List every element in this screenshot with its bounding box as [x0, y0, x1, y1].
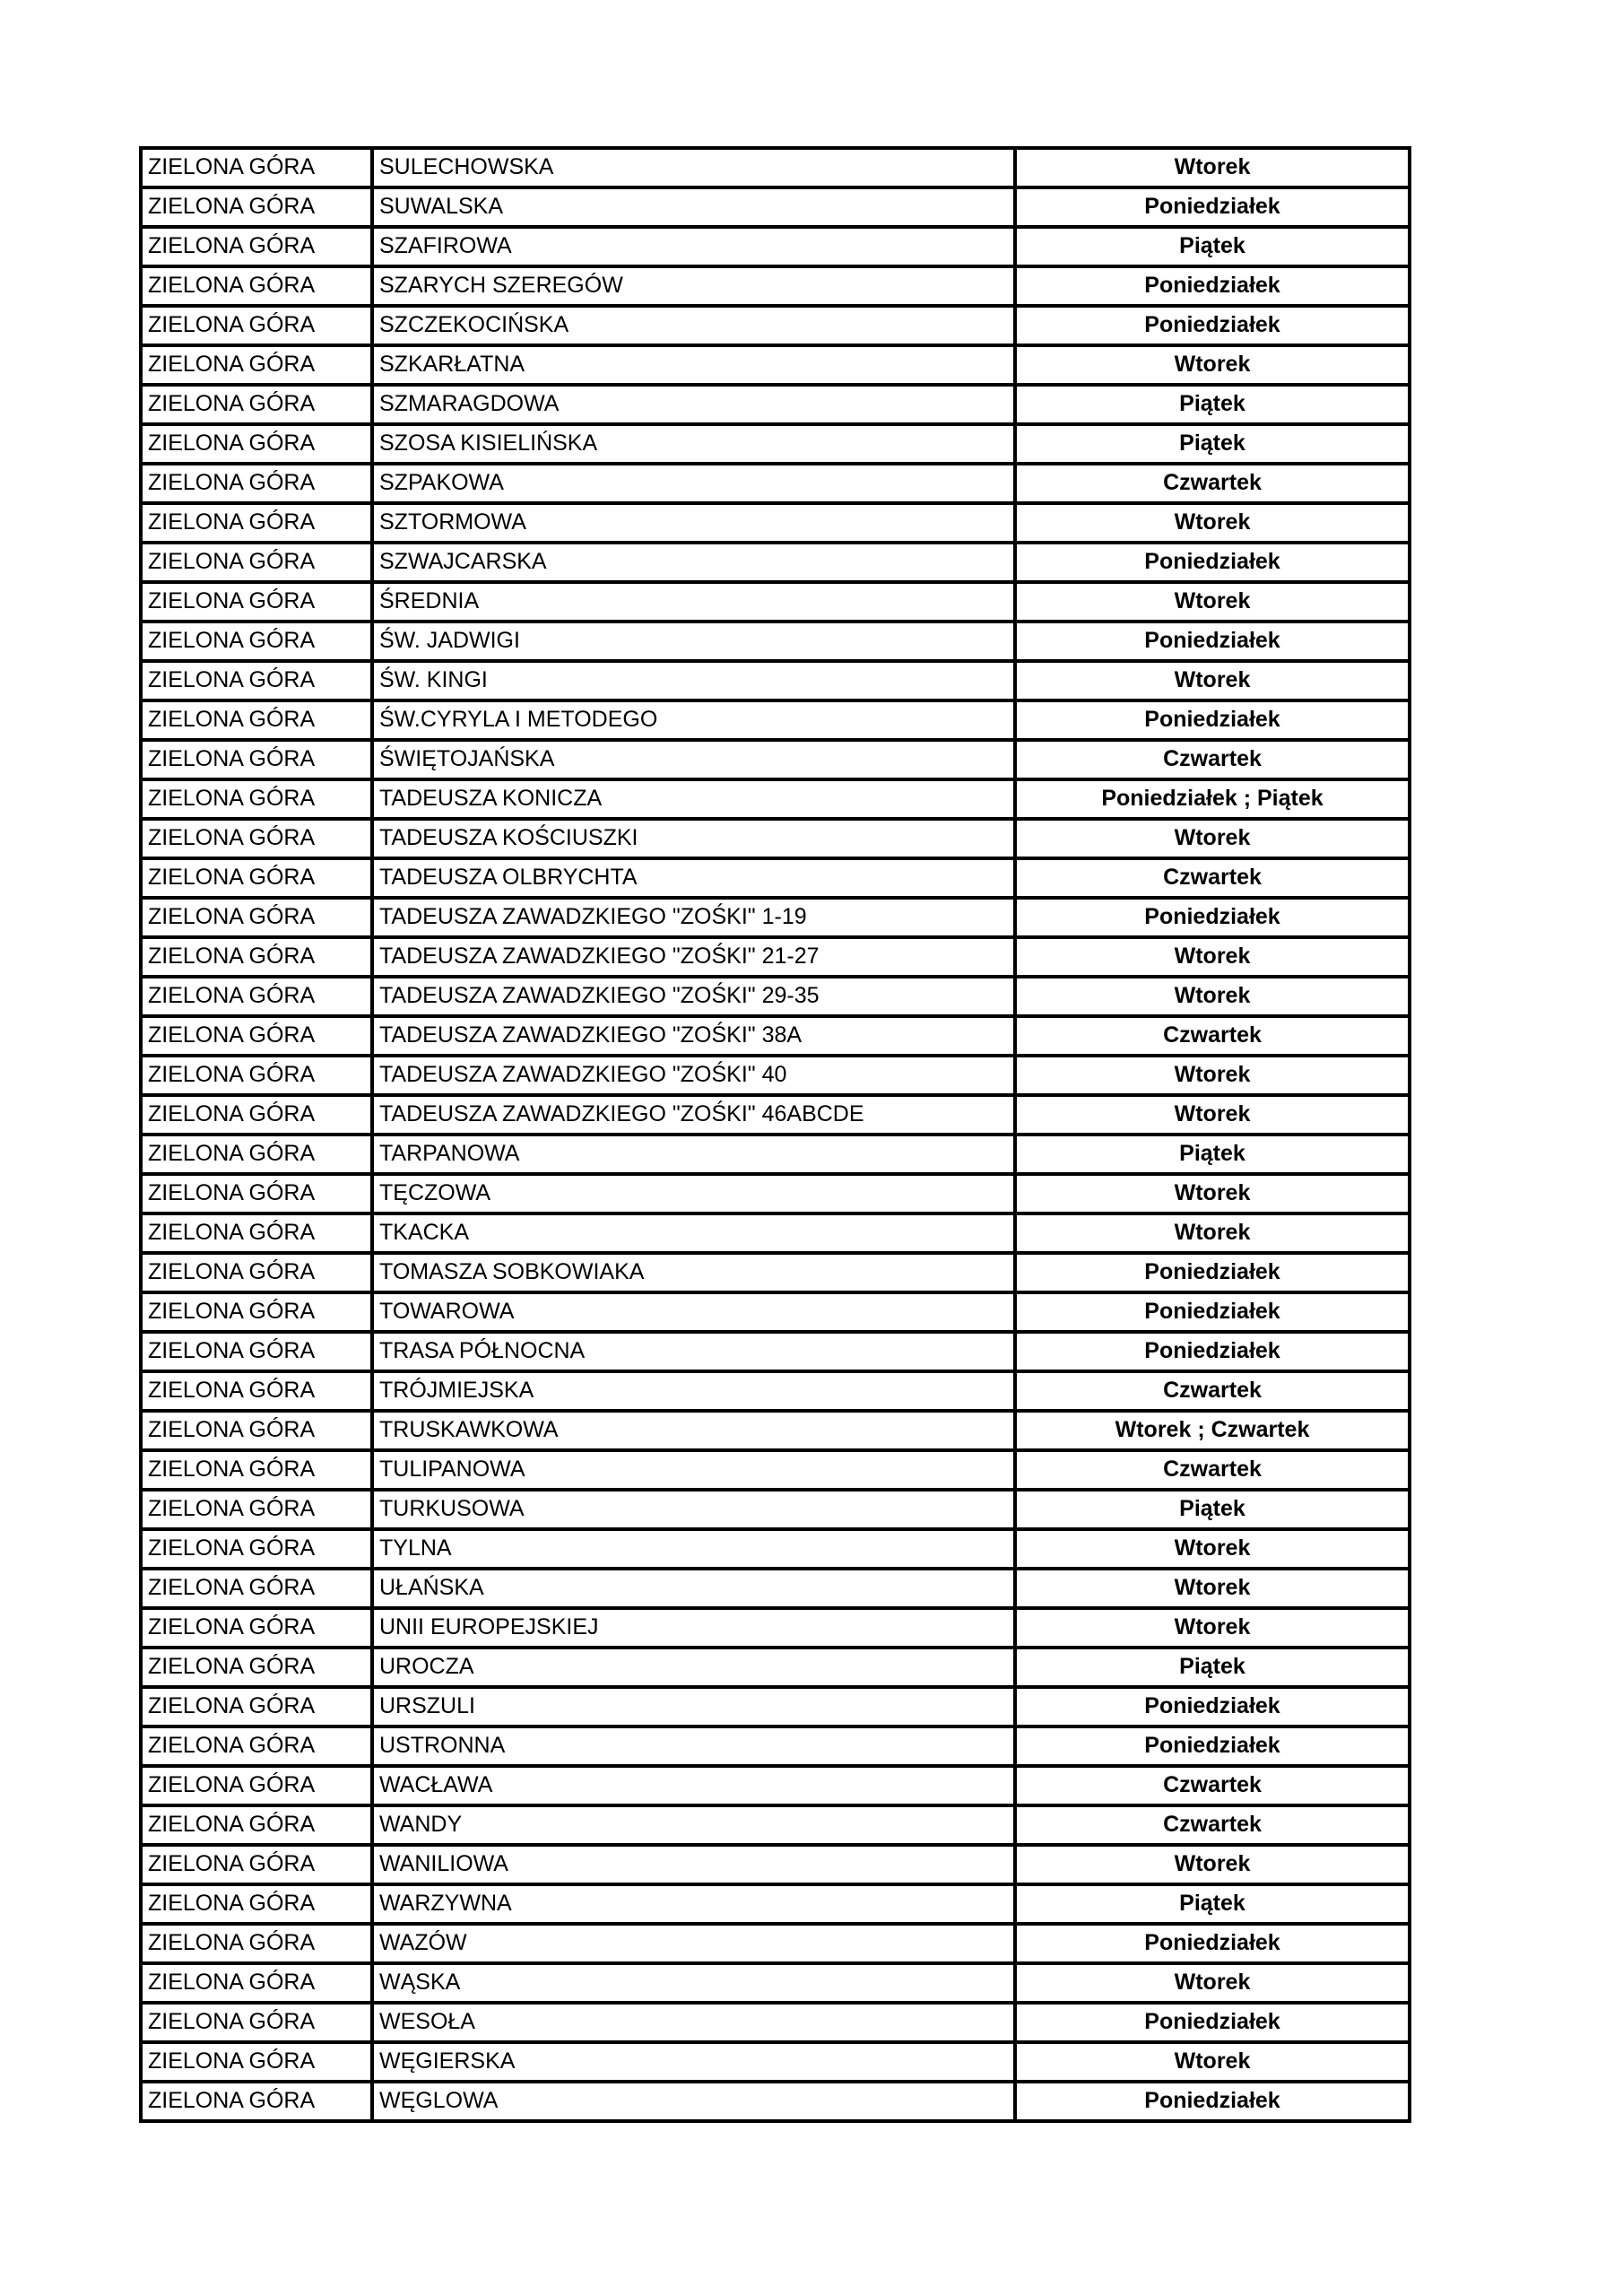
city-cell: ZIELONA GÓRA — [141, 1135, 372, 1174]
city-cell: ZIELONA GÓRA — [141, 2082, 372, 2121]
table-row — [141, 937, 1410, 977]
table-row — [141, 582, 1410, 622]
street-cell: URSZULI — [372, 1687, 1015, 1726]
street-cell: TRUSKAWKOWA — [372, 1411, 1015, 1450]
street-cell: WĘGIERSKA — [372, 2042, 1015, 2082]
day-cell: Poniedziałek — [1015, 1924, 1410, 1963]
table-row — [141, 1687, 1410, 1726]
city-cell: ZIELONA GÓRA — [141, 306, 372, 345]
city-cell: ZIELONA GÓRA — [141, 858, 372, 898]
table-row — [141, 345, 1410, 385]
day-cell: Wtorek — [1015, 2042, 1410, 2082]
street-cell: UNII EUROPEJSKIEJ — [372, 1608, 1015, 1648]
street-cell: TURKUSOWA — [372, 1490, 1015, 1529]
city-cell: ZIELONA GÓRA — [141, 1687, 372, 1726]
day-cell: Czwartek — [1015, 1766, 1410, 1805]
city-cell: ZIELONA GÓRA — [141, 1648, 372, 1687]
city-cell: ZIELONA GÓRA — [141, 503, 372, 543]
city-cell: ZIELONA GÓRA — [141, 1056, 372, 1095]
city-cell: ZIELONA GÓRA — [141, 385, 372, 424]
street-cell: UŁAŃSKA — [372, 1569, 1015, 1608]
day-cell: Piątek — [1015, 424, 1410, 464]
city-cell: ZIELONA GÓRA — [141, 977, 372, 1016]
day-cell: Czwartek — [1015, 740, 1410, 779]
street-cell: SZAFIROWA — [372, 227, 1015, 266]
table-row — [141, 1529, 1410, 1569]
table-row — [141, 543, 1410, 582]
schedule-table-body — [141, 148, 1410, 2121]
city-cell: ZIELONA GÓRA — [141, 1726, 372, 1766]
city-cell: ZIELONA GÓRA — [141, 1490, 372, 1529]
city-cell: ZIELONA GÓRA — [141, 937, 372, 977]
day-cell: Wtorek — [1015, 1056, 1410, 1095]
day-cell: Poniedziałek — [1015, 266, 1410, 306]
table-row — [141, 1726, 1410, 1766]
table-row — [141, 227, 1410, 266]
day-cell: Wtorek — [1015, 1174, 1410, 1213]
table-row — [141, 1450, 1410, 1490]
city-cell: ZIELONA GÓRA — [141, 148, 372, 187]
city-cell: ZIELONA GÓRA — [141, 819, 372, 858]
street-cell: SZWAJCARSKA — [372, 543, 1015, 582]
city-cell: ZIELONA GÓRA — [141, 779, 372, 819]
street-cell: TKACKA — [372, 1213, 1015, 1253]
table-row — [141, 1963, 1410, 2003]
city-cell: ZIELONA GÓRA — [141, 1963, 372, 2003]
table-row — [141, 977, 1410, 1016]
day-cell: Poniedziałek ; Piątek — [1015, 779, 1410, 819]
city-cell: ZIELONA GÓRA — [141, 1805, 372, 1845]
table-row — [141, 740, 1410, 779]
table-row — [141, 1884, 1410, 1924]
street-cell: TRÓJMIEJSKA — [372, 1371, 1015, 1411]
day-cell: Czwartek — [1015, 1805, 1410, 1845]
day-cell: Wtorek — [1015, 819, 1410, 858]
city-cell: ZIELONA GÓRA — [141, 187, 372, 227]
city-cell: ZIELONA GÓRA — [141, 1332, 372, 1371]
street-cell: SZMARAGDOWA — [372, 385, 1015, 424]
city-cell: ZIELONA GÓRA — [141, 464, 372, 503]
street-cell: TRASA PÓŁNOCNA — [372, 1332, 1015, 1371]
day-cell: Wtorek — [1015, 937, 1410, 977]
street-cell: TADEUSZA ZAWADZKIEGO "ZOŚKI" 1-19 — [372, 898, 1015, 937]
city-cell: ZIELONA GÓRA — [141, 1884, 372, 1924]
city-cell: ZIELONA GÓRA — [141, 740, 372, 779]
street-cell: SZPAKOWA — [372, 464, 1015, 503]
street-cell: TADEUSZA KONICZA — [372, 779, 1015, 819]
street-cell: WARZYWNA — [372, 1884, 1015, 1924]
day-cell: Piątek — [1015, 1648, 1410, 1687]
street-cell: WACŁAWA — [372, 1766, 1015, 1805]
street-cell: TADEUSZA ZAWADZKIEGO "ZOŚKI" 46ABCDE — [372, 1095, 1015, 1135]
day-cell: Piątek — [1015, 1135, 1410, 1174]
city-cell: ZIELONA GÓRA — [141, 898, 372, 937]
street-cell: ŚW. JADWIGI — [372, 622, 1015, 661]
table-row — [141, 1292, 1410, 1332]
city-cell: ZIELONA GÓRA — [141, 266, 372, 306]
street-cell: TADEUSZA KOŚCIUSZKI — [372, 819, 1015, 858]
street-cell: TOMASZA SOBKOWIAKA — [372, 1253, 1015, 1292]
day-cell: Poniedziałek — [1015, 1292, 1410, 1332]
street-cell: TADEUSZA ZAWADZKIEGO "ZOŚKI" 40 — [372, 1056, 1015, 1095]
street-cell: ŚW.CYRYLA I METODEGO — [372, 700, 1015, 740]
city-cell: ZIELONA GÓRA — [141, 2042, 372, 2082]
table-row — [141, 661, 1410, 700]
day-cell: Poniedziałek — [1015, 898, 1410, 937]
day-cell: Piątek — [1015, 385, 1410, 424]
city-cell: ZIELONA GÓRA — [141, 1016, 372, 1056]
table-row — [141, 1056, 1410, 1095]
street-cell: WANDY — [372, 1805, 1015, 1845]
table-row — [141, 1648, 1410, 1687]
table-row — [141, 385, 1410, 424]
city-cell: ZIELONA GÓRA — [141, 582, 372, 622]
street-cell: TADEUSZA OLBRYCHTA — [372, 858, 1015, 898]
street-cell: TADEUSZA ZAWADZKIEGO "ZOŚKI" 38A — [372, 1016, 1015, 1056]
city-cell: ZIELONA GÓRA — [141, 1924, 372, 1963]
table-row — [141, 424, 1410, 464]
table-row — [141, 2042, 1410, 2082]
day-cell: Wtorek — [1015, 345, 1410, 385]
table-row — [141, 266, 1410, 306]
day-cell: Czwartek — [1015, 858, 1410, 898]
table-row — [141, 1213, 1410, 1253]
street-cell: TYLNA — [372, 1529, 1015, 1569]
city-cell: ZIELONA GÓRA — [141, 1174, 372, 1213]
day-cell: Czwartek — [1015, 1016, 1410, 1056]
city-cell: ZIELONA GÓRA — [141, 227, 372, 266]
city-cell: ZIELONA GÓRA — [141, 1608, 372, 1648]
table-row — [141, 1766, 1410, 1805]
day-cell: Wtorek — [1015, 661, 1410, 700]
day-cell: Wtorek — [1015, 1095, 1410, 1135]
day-cell: Poniedziałek — [1015, 700, 1410, 740]
city-cell: ZIELONA GÓRA — [141, 1213, 372, 1253]
day-cell: Wtorek ; Czwartek — [1015, 1411, 1410, 1450]
day-cell: Piątek — [1015, 1490, 1410, 1529]
table-row — [141, 1490, 1410, 1529]
city-cell: ZIELONA GÓRA — [141, 543, 372, 582]
day-cell: Poniedziałek — [1015, 306, 1410, 345]
city-cell: ZIELONA GÓRA — [141, 661, 372, 700]
city-cell: ZIELONA GÓRA — [141, 700, 372, 740]
city-cell: ZIELONA GÓRA — [141, 1569, 372, 1608]
city-cell: ZIELONA GÓRA — [141, 1292, 372, 1332]
city-cell: ZIELONA GÓRA — [141, 1845, 372, 1884]
street-cell: WANILIOWA — [372, 1845, 1015, 1884]
city-cell: ZIELONA GÓRA — [141, 1253, 372, 1292]
table-row — [141, 1411, 1410, 1450]
day-cell: Wtorek — [1015, 1963, 1410, 2003]
table-row — [141, 1016, 1410, 1056]
street-cell: ŚWIĘTOJAŃSKA — [372, 740, 1015, 779]
street-cell: WESOŁA — [372, 2003, 1015, 2042]
table-row — [141, 779, 1410, 819]
table-row — [141, 898, 1410, 937]
table-row — [141, 622, 1410, 661]
day-cell: Poniedziałek — [1015, 1253, 1410, 1292]
street-cell: WĘGLOWA — [372, 2082, 1015, 2121]
day-cell: Poniedziałek — [1015, 2003, 1410, 2042]
table-row — [141, 1174, 1410, 1213]
table-row — [141, 2082, 1410, 2121]
street-cell: SZCZEKOCIŃSKA — [372, 306, 1015, 345]
day-cell: Wtorek — [1015, 582, 1410, 622]
street-cell: SULECHOWSKA — [372, 148, 1015, 187]
city-cell: ZIELONA GÓRA — [141, 1371, 372, 1411]
table-row — [141, 187, 1410, 227]
street-cell: SZARYCH SZEREGÓW — [372, 266, 1015, 306]
day-cell: Piątek — [1015, 227, 1410, 266]
day-cell: Poniedziałek — [1015, 2082, 1410, 2121]
table-row — [141, 503, 1410, 543]
day-cell: Wtorek — [1015, 148, 1410, 187]
street-cell: TARPANOWA — [372, 1135, 1015, 1174]
table-row — [141, 1095, 1410, 1135]
table-row — [141, 1924, 1410, 1963]
street-cell: WĄSKA — [372, 1963, 1015, 2003]
table-row — [141, 2003, 1410, 2042]
table-row — [141, 1135, 1410, 1174]
table-row — [141, 1253, 1410, 1292]
street-cell: SUWALSKA — [372, 187, 1015, 227]
table-row — [141, 148, 1410, 187]
street-cell: ŚW. KINGI — [372, 661, 1015, 700]
table-row — [141, 1608, 1410, 1648]
table-row — [141, 1805, 1410, 1845]
table-row — [141, 1569, 1410, 1608]
day-cell: Poniedziałek — [1015, 187, 1410, 227]
day-cell: Czwartek — [1015, 1450, 1410, 1490]
street-cell: UROCZA — [372, 1648, 1015, 1687]
city-cell: ZIELONA GÓRA — [141, 1450, 372, 1490]
day-cell: Wtorek — [1015, 1213, 1410, 1253]
table-row — [141, 1845, 1410, 1884]
city-cell: ZIELONA GÓRA — [141, 1095, 372, 1135]
street-cell: TADEUSZA ZAWADZKIEGO "ZOŚKI" 29-35 — [372, 977, 1015, 1016]
table-row — [141, 1371, 1410, 1411]
table-row — [141, 1332, 1410, 1371]
day-cell: Poniedziałek — [1015, 1332, 1410, 1371]
city-cell: ZIELONA GÓRA — [141, 622, 372, 661]
street-cell: SZKARŁATNA — [372, 345, 1015, 385]
day-cell: Poniedziałek — [1015, 1687, 1410, 1726]
day-cell: Wtorek — [1015, 1569, 1410, 1608]
day-cell: Wtorek — [1015, 1529, 1410, 1569]
day-cell: Poniedziałek — [1015, 543, 1410, 582]
street-cell: WAZÓW — [372, 1924, 1015, 1963]
street-cell: TOWAROWA — [372, 1292, 1015, 1332]
city-cell: ZIELONA GÓRA — [141, 2003, 372, 2042]
city-cell: ZIELONA GÓRA — [141, 1411, 372, 1450]
table-row — [141, 700, 1410, 740]
city-cell: ZIELONA GÓRA — [141, 1766, 372, 1805]
day-cell: Czwartek — [1015, 464, 1410, 503]
day-cell: Czwartek — [1015, 1371, 1410, 1411]
day-cell: Poniedziałek — [1015, 1726, 1410, 1766]
day-cell: Wtorek — [1015, 503, 1410, 543]
day-cell: Wtorek — [1015, 1608, 1410, 1648]
day-cell: Wtorek — [1015, 977, 1410, 1016]
city-cell: ZIELONA GÓRA — [141, 345, 372, 385]
street-cell: USTRONNA — [372, 1726, 1015, 1766]
table-row — [141, 858, 1410, 898]
city-cell: ZIELONA GÓRA — [141, 1529, 372, 1569]
city-cell: ZIELONA GÓRA — [141, 424, 372, 464]
street-cell: ŚREDNIA — [372, 582, 1015, 622]
street-cell: SZTORMOWA — [372, 503, 1015, 543]
street-cell: TĘCZOWA — [372, 1174, 1015, 1213]
table-row — [141, 306, 1410, 345]
day-cell: Wtorek — [1015, 1845, 1410, 1884]
table-row — [141, 464, 1410, 503]
waste-collection-schedule-table — [139, 146, 1411, 2123]
day-cell: Poniedziałek — [1015, 622, 1410, 661]
day-cell: Piątek — [1015, 1884, 1410, 1924]
street-cell: TADEUSZA ZAWADZKIEGO "ZOŚKI" 21-27 — [372, 937, 1015, 977]
street-cell: SZOSA KISIELIŃSKA — [372, 424, 1015, 464]
table-row — [141, 819, 1410, 858]
street-cell: TULIPANOWA — [372, 1450, 1015, 1490]
